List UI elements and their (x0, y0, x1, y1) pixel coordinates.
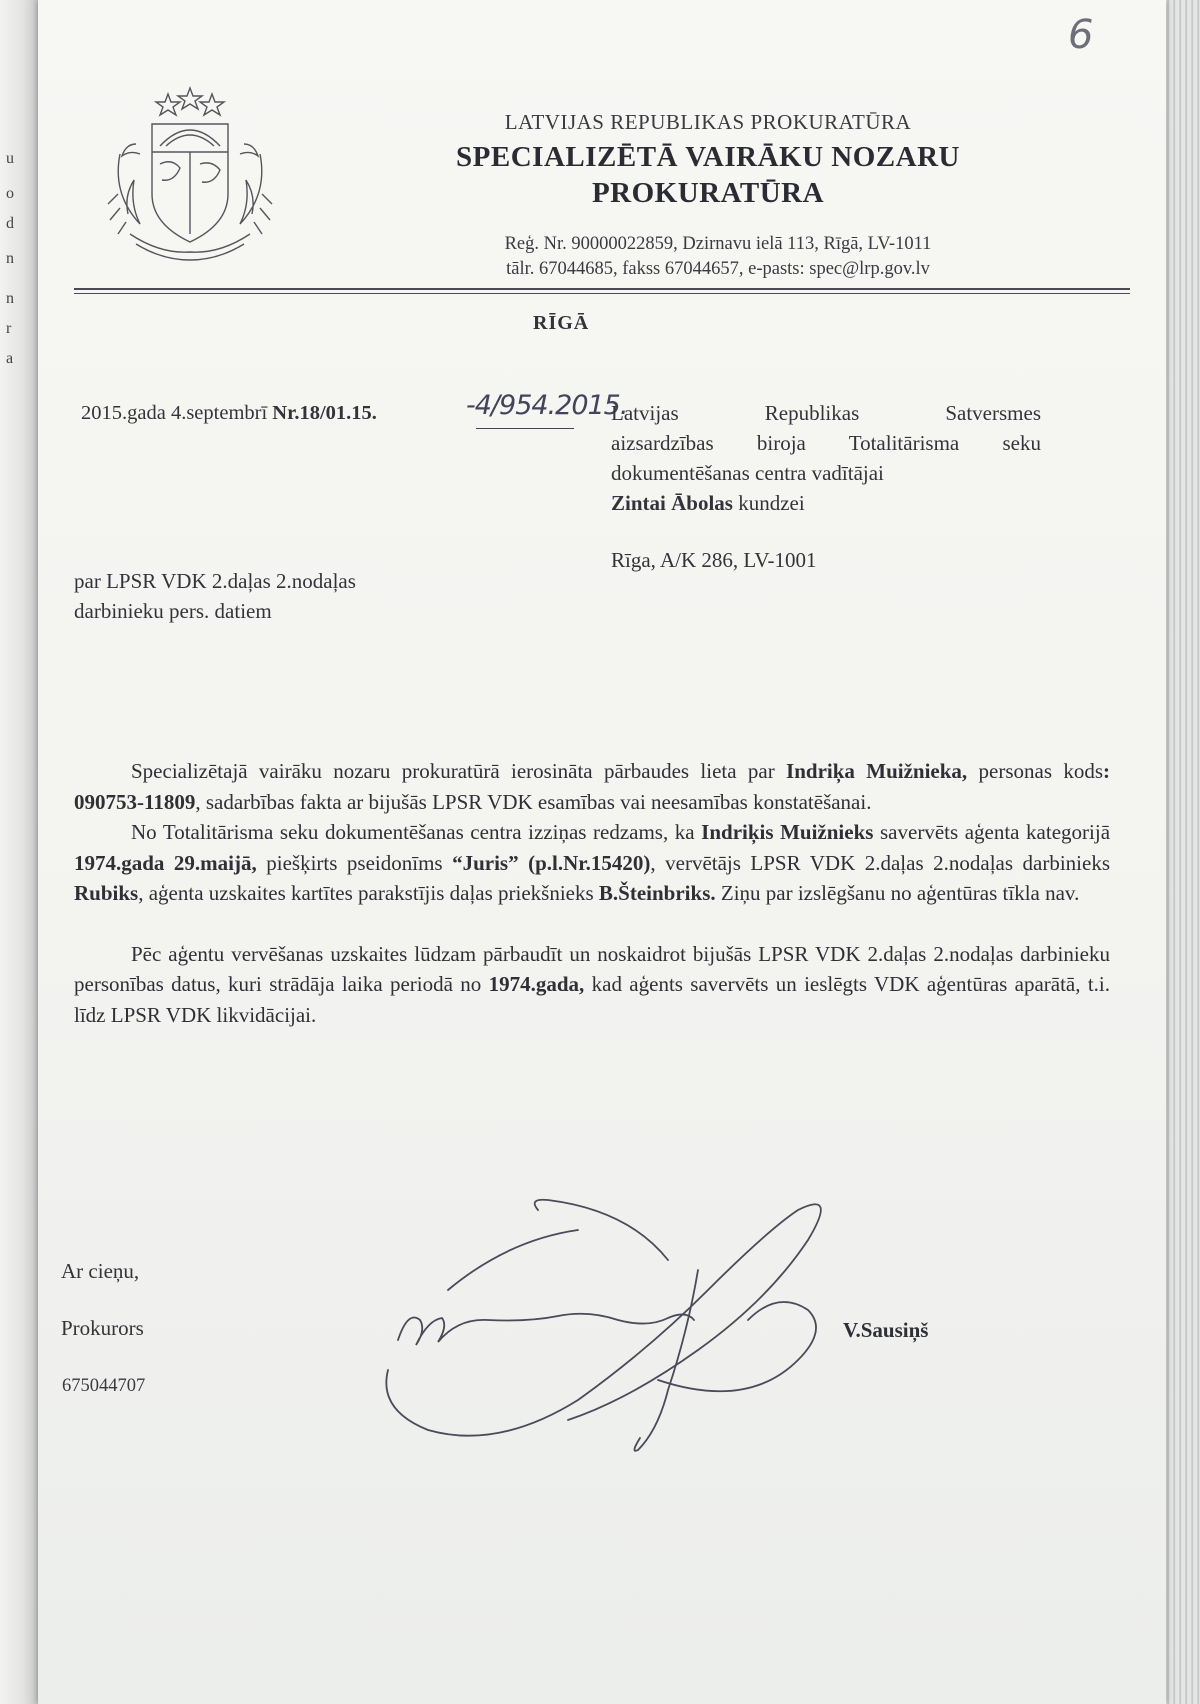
handwritten-signature (368, 1170, 908, 1460)
signer-title: Prokurors (61, 1316, 144, 1340)
letterhead (378, 110, 1038, 211)
body-text: Ziņu par izslēgšanu no aģentūras tīkla nav. (715, 881, 1080, 905)
body-bold: 1974.gada 29.maijā, (74, 850, 257, 875)
handwritten-number-underline (476, 428, 574, 429)
letter-subject (74, 566, 356, 626)
binder-mark: r (6, 320, 12, 337)
body-text: , sadarbības fakta ar bijušās LPSR VDK esamības vai neesamības konstatēšanai. (195, 789, 872, 814)
binder-mark: d (6, 215, 14, 232)
binder-mark: a (6, 350, 14, 367)
body-text: Pēc aģentu vervēšanas uzskaites lūdzam pārbaudīt un noskaidrot bijušās LPSR VDK 2.daļas 2.nodaļas darbinieku personības datus, kuri strādāja laika periodā no (74, 941, 1110, 996)
letter-body (74, 756, 1110, 1030)
document-page (38, 0, 1166, 1704)
recipient-suffix: kundzei (732, 491, 805, 515)
agency-name: LATVIJAS REPUBLIKAS PROKURATŪRA (504, 110, 912, 134)
phone-number: 675044707 (62, 1376, 146, 1396)
registration-line: Reģ. Nr. 90000022859, Dzirnavu ielā 113, Rīgā, LV-1011 (504, 234, 932, 254)
body-bold: : 090753-11809 (74, 759, 1110, 814)
binder-mark: n (6, 290, 14, 307)
binder-mark: u (6, 150, 14, 167)
city-name: RĪGĀ (533, 312, 590, 334)
body-text: personas kods (967, 759, 1103, 783)
body-bold: Indriķa Muižnieka, (786, 759, 968, 783)
recipient-address: Rīga, A/K 286, LV-1001 (611, 548, 817, 572)
body-text: No Totalitārisma seku dokumentēšanas centra izziņas redzams, ka (131, 820, 702, 844)
subject-line: par LPSR VDK 2.daļas 2.nodaļas (74, 569, 356, 593)
binder-mark: n (6, 250, 14, 267)
letterhead-contacts (398, 232, 1038, 282)
signer-name: V.Sausiņš (843, 1318, 929, 1342)
binder-mark: o (6, 185, 14, 202)
body-paragraph (74, 817, 1110, 909)
body-text: savervēts aģenta kategorijā (873, 820, 1111, 844)
recipient-block (611, 398, 1041, 518)
body-text: kad aģents savervēts un ieslēgts VDK aģentūras aparātā, t.i. līdz LPSR VDK likvidācijai. (74, 972, 1111, 1027)
recipient-name: Zintai Ābolas (611, 491, 733, 515)
department-name-line1: SPECIALIZĒTĀ VAIRĀKU NOZARU (456, 141, 960, 173)
binder-right-edge (1164, 0, 1200, 1704)
body-paragraph (74, 939, 1110, 1031)
body-text: Specializētajā vairāku nozaru prokuratūrā ierosināta pārbaudes lieta par (131, 759, 787, 783)
body-paragraph (74, 756, 1110, 817)
body-bold: Rubiks (74, 881, 139, 905)
header-divider-thin (74, 293, 1130, 294)
handwritten-number: -4/954.2015. (466, 390, 628, 421)
body-text: piešķirts pseidonīms (256, 850, 453, 875)
subject-line: darbinieku pers. datiem (74, 599, 272, 623)
letter-date: 2015.gada 4.septembrī (81, 402, 268, 424)
contacts-line: tālr. 67044685, fakss 67044657, e-pasts: spec@lrp.gov.lv (506, 259, 930, 279)
recipient-name-line (611, 488, 1041, 518)
latvia-coat-of-arms-icon (100, 84, 280, 274)
letter-number-prefix: Nr.18/01.15. (272, 402, 377, 424)
body-text: , vervētājs LPSR VDK 2.daļas 2.nodaļas darbinieks (650, 850, 1110, 875)
department-name-line2: PROKURATŪRA (591, 177, 825, 209)
recipient-line: aizsardzības biroja Totalitārisma seku (611, 431, 1041, 455)
body-bold: 1974.gada, (488, 972, 585, 996)
recipient-line: dokumentēšanas centra vadītājai (611, 461, 884, 485)
letter-date-line (81, 402, 377, 425)
body-text: , aģenta uzskaites kartītes parakstījis daļas priekšnieks (138, 881, 599, 905)
body-bold: Indriķis Muižnieks (701, 820, 874, 844)
recipient-line: Latvijas Republikas Satversmes (611, 401, 1041, 425)
page-number: 6 (1068, 12, 1094, 58)
header-divider (74, 288, 1130, 290)
closing-phrase: Ar cieņu, (61, 1259, 140, 1283)
body-bold: “Juris” (p.l.Nr.15420) (452, 850, 651, 875)
body-bold: B.Šteinbriks. (598, 881, 716, 905)
binder-left-edge (0, 0, 39, 1704)
